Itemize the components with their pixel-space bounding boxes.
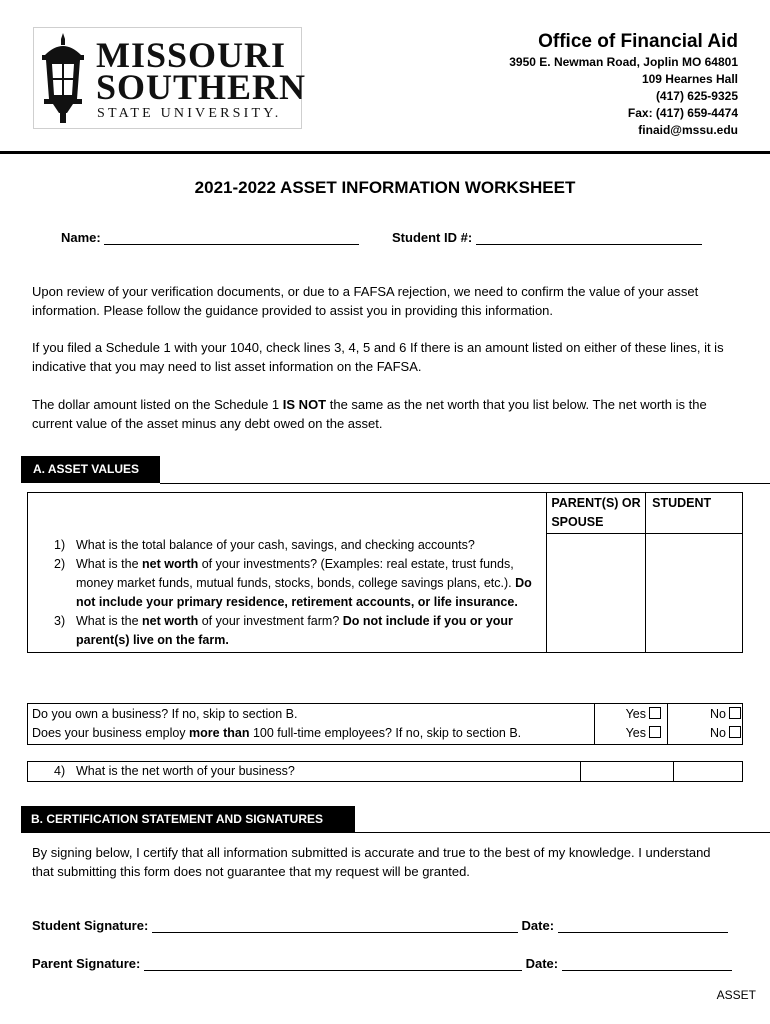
yes-label: Yes — [625, 707, 646, 721]
question-4 — [54, 762, 574, 781]
parent-date-line[interactable] — [562, 958, 732, 971]
question-3-text-b: of your investment farm? — [198, 613, 343, 628]
business-question-1: Do you own a business? If no, skip to section B. — [32, 707, 298, 721]
yes-option-2[interactable] — [599, 724, 661, 743]
yes-checkbox[interactable] — [649, 707, 661, 719]
form-title: 2021-2022 ASSET INFORMATION WORKSHEET — [194, 178, 576, 197]
yes-options-cell — [595, 704, 668, 745]
no-checkbox[interactable] — [729, 726, 741, 738]
intro-paragraph-1: Upon review of your verification documents, or due to a FAFSA rejection, we need to confirm the value of your asset information. Please follow the guidance provided to assist you in providing this information. — [32, 284, 699, 318]
office-address: 3950 E. Newman Road, Joplin MO 64801 — [509, 55, 738, 69]
question-3-text-a: What is the — [76, 613, 142, 628]
no-checkbox[interactable] — [729, 707, 741, 719]
no-options-cell — [668, 704, 743, 745]
parent-answer-cell[interactable] — [547, 534, 646, 653]
question-4-number: 4) — [54, 764, 66, 778]
student-signature-line[interactable] — [152, 920, 518, 933]
question-3-bold-a: net worth — [142, 613, 199, 628]
question-2 — [54, 555, 540, 612]
lantern-icon — [37, 31, 89, 125]
student-answer-cell[interactable] — [646, 534, 743, 653]
question-3 — [54, 612, 540, 650]
asset-values-table — [27, 492, 743, 653]
business-question-2-text-c: 100 full-time employees? If no, skip to section B. — [249, 726, 522, 740]
no-option-1[interactable] — [672, 705, 741, 724]
name-label: Name: — [61, 230, 101, 245]
section-b-rule — [355, 832, 770, 833]
university-logo — [33, 27, 307, 129]
office-contact-block — [509, 30, 738, 139]
office-building: 109 Hearnes Hall — [641, 72, 738, 86]
parent-date-label: Date: — [525, 956, 559, 971]
question-1-number: 1) — [54, 537, 66, 552]
office-title: Office of Financial Aid — [538, 31, 738, 52]
business-net-worth-table — [27, 761, 743, 782]
question-2-text-b: of your investments? (Examples: real estate, trust funds, money market funds, mutual funds, stocks, bonds, college savings plans, etc.). — [76, 556, 516, 590]
student-id-label: Student ID #: — [392, 230, 473, 245]
question-2-number: 2) — [54, 556, 66, 571]
question-1 — [54, 536, 540, 555]
logo-line-1: MISSOURI — [96, 35, 287, 75]
logo-line-3: STATE UNIVERSITY. — [97, 106, 282, 121]
table-row — [28, 762, 743, 782]
parent-business-answer-cell[interactable] — [581, 762, 674, 782]
parent-signature-line[interactable] — [144, 958, 522, 971]
intro-paragraph-3 — [32, 395, 732, 433]
name-input-line[interactable] — [104, 232, 359, 245]
office-phone: (417) 625-9325 — [655, 89, 738, 103]
question-1-text: What is the total balance of your cash, savings, and checking accounts? — [76, 537, 475, 552]
student-date-line[interactable] — [558, 920, 728, 933]
no-option-2[interactable] — [672, 724, 741, 743]
business-table — [27, 703, 743, 745]
section-a-rule — [160, 483, 770, 484]
header-divider — [0, 151, 770, 154]
section-b-heading: B. CERTIFICATION STATEMENT AND SIGNATURES — [21, 806, 355, 833]
name-field — [61, 230, 359, 245]
table-row — [28, 704, 743, 745]
student-id-field — [392, 230, 702, 245]
yes-option-1[interactable] — [599, 705, 661, 724]
parent-signature-field — [32, 956, 732, 971]
business-question-2 — [32, 724, 590, 743]
parent-signature-label: Parent Signature: — [32, 956, 141, 971]
logo-line-2: SOUTHERN — [96, 67, 307, 107]
question-3-number: 3) — [54, 613, 66, 628]
student-signature-label: Student Signature: — [32, 918, 149, 933]
question-2-text-a: What is the — [76, 556, 142, 571]
yes-checkbox[interactable] — [649, 726, 661, 738]
intro-paragraph-2: If you filed a Schedule 1 with your 1040, check lines 3, 4, 5 and 6 If there is an amount listed on either of these lines, it is indicative that you may need to list asset information on the FAFSA. — [32, 340, 724, 374]
question-2-bold-a: net worth — [142, 556, 199, 571]
student-business-answer-cell[interactable] — [674, 762, 743, 782]
intro-p3-part-c: the same as the net worth that you list below. The net worth is the current value of the asset minus any debt owed on the asset. — [32, 397, 707, 431]
question-3-bold-b: Do not include if you or your parent(s) live on the farm. — [76, 613, 513, 647]
business-question-2-bold: more than — [189, 726, 250, 740]
questions-cell — [28, 534, 547, 653]
office-email[interactable]: finaid@mssu.edu — [638, 123, 738, 137]
question-4-cell — [28, 762, 581, 782]
student-column-header: STUDENT — [646, 493, 743, 534]
student-signature-field — [32, 918, 728, 933]
intro-p3-part-a: The dollar amount listed on the Schedule 1 — [32, 397, 283, 412]
certification-statement: By signing below, I certify that all information submitted is accurate and true to the best of my knowledge. I understand that submitting this form does not guarantee that my request will be granted. — [32, 845, 711, 879]
office-fax: Fax: (417) 659-4474 — [627, 106, 738, 120]
intro-p3-emphasis: IS NOT — [282, 397, 327, 412]
student-date-label: Date: — [521, 918, 555, 933]
table-row — [28, 534, 743, 653]
question-2-bold-b: Do not include your primary residence, retirement accounts, or life insurance. — [76, 575, 532, 609]
section-a-heading: A. ASSET VALUES — [21, 456, 160, 483]
section-a-heading-bar — [21, 456, 770, 485]
section-b-heading-bar — [21, 806, 770, 833]
form-code: ASSET — [716, 988, 756, 1002]
no-label: No — [710, 707, 726, 721]
yes-label: Yes — [625, 726, 646, 740]
no-label: No — [710, 726, 726, 740]
table-header-row — [28, 493, 743, 534]
questions-header-cell — [28, 493, 547, 534]
student-id-input-line[interactable] — [476, 232, 702, 245]
question-4-text: What is the net worth of your business? — [76, 764, 295, 778]
parent-column-header: PARENT(S) OR SPOUSE — [547, 493, 646, 534]
business-questions-cell — [28, 704, 595, 745]
business-question-2-text-a: Does your business employ — [32, 726, 190, 740]
